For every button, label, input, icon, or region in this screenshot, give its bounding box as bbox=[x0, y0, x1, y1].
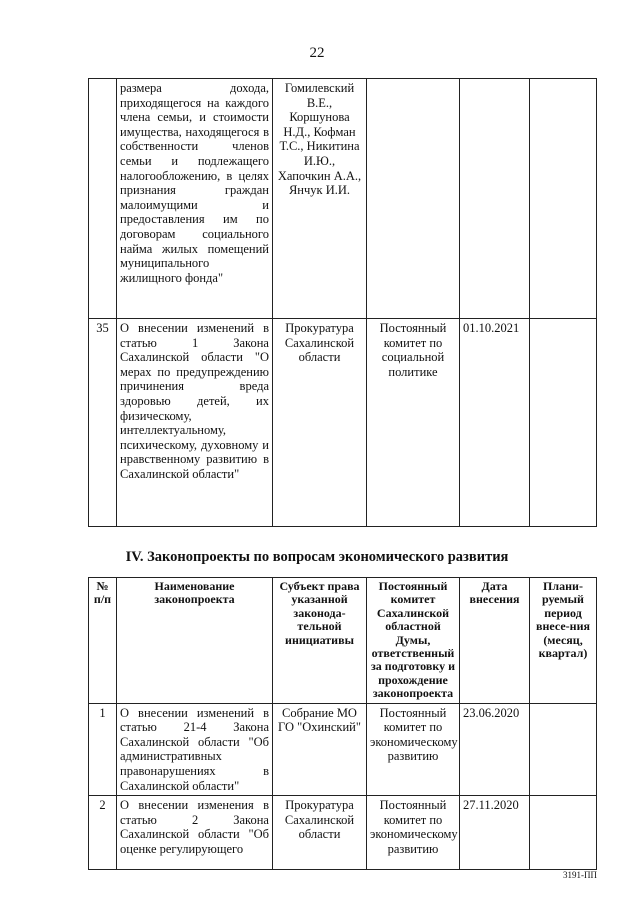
planned-period bbox=[530, 79, 597, 319]
planned-period bbox=[530, 319, 597, 527]
submission-date: 23.06.2020 bbox=[460, 703, 530, 796]
submission-date: 01.10.2021 bbox=[460, 319, 530, 527]
initiative-subject: Прокуратура Сахалинской области bbox=[273, 319, 367, 527]
submission-date: 27.11.2020 bbox=[460, 796, 530, 870]
initiative-subject: Гомилевский В.Е., Коршунова Н.Д., Кофман Т.С., Никитина И.Ю., Хапочкин А.А., Янчук И.И. bbox=[273, 79, 367, 319]
table-row bbox=[89, 796, 597, 870]
section-heading: IV. Законопроекты по вопросам экономического развития bbox=[125, 549, 509, 565]
bill-name: размера дохода, приходящегося на каждого члена семьи, и стоимости имущества, находящегося в собственности членов семьи и подлежащего налогообложению, в целях признания граждан малоимущими и предоставления им по договорам социального найма жилых помещений муниципального жилищного фонда" bbox=[117, 79, 273, 319]
responsible-committee: Постоянный комитет по социальной политике bbox=[367, 319, 460, 527]
row-number: 35 bbox=[89, 319, 117, 527]
row-number: 2 bbox=[89, 796, 117, 870]
table-row bbox=[89, 319, 597, 527]
header-subject: Субъект права указанной законода-тельной инициативы bbox=[273, 578, 367, 704]
responsible-committee bbox=[367, 79, 460, 319]
planned-period bbox=[530, 703, 597, 796]
page-number: 22 bbox=[309, 45, 325, 61]
bill-name: О внесении изменения в статью 2 Закона Сахалинской области "Об оценке регулирующего bbox=[117, 796, 273, 870]
planned-period bbox=[530, 796, 597, 870]
header-date: Дата внесения bbox=[460, 578, 530, 704]
table-header-row bbox=[89, 578, 597, 704]
initiative-subject: Прокуратура Сахалинской области bbox=[273, 796, 367, 870]
bill-name: О внесении изменений в статью 21-4 Закона Сахалинской области "Об административных правонарушениях в Сахалинской области" bbox=[117, 703, 273, 796]
header-period: Плани-руемый период внесе-ния (месяц, квартал) bbox=[530, 578, 597, 704]
document-code: 3191-ПП bbox=[563, 870, 597, 880]
row-number bbox=[89, 79, 117, 319]
responsible-committee: Постоянный комитет по экономическому развитию bbox=[367, 796, 460, 870]
row-number: 1 bbox=[89, 703, 117, 796]
bills-table-economic bbox=[88, 577, 597, 870]
header-name: Наименование законопроекта bbox=[117, 578, 273, 704]
table-row bbox=[89, 79, 597, 319]
header-num: № п/п bbox=[89, 578, 117, 704]
bills-table-continued bbox=[88, 78, 597, 527]
table-row bbox=[89, 703, 597, 796]
initiative-subject: Собрание МО ГО "Охинский" bbox=[273, 703, 367, 796]
responsible-committee: Постоянный комитет по экономическому развитию bbox=[367, 703, 460, 796]
header-committee: Постоянный комитет Сахалинской областной Думы, ответственный за подготовку и прохождение законопроекта bbox=[367, 578, 460, 704]
bill-name: О внесении изменений в статью 1 Закона Сахалинской области "О мерах по предупреждению причинения вреда здоровью детей, их физическому, интеллектуальному, психическому, духовному и нравственному развитию в Сахалинской области" bbox=[117, 319, 273, 527]
submission-date bbox=[460, 79, 530, 319]
